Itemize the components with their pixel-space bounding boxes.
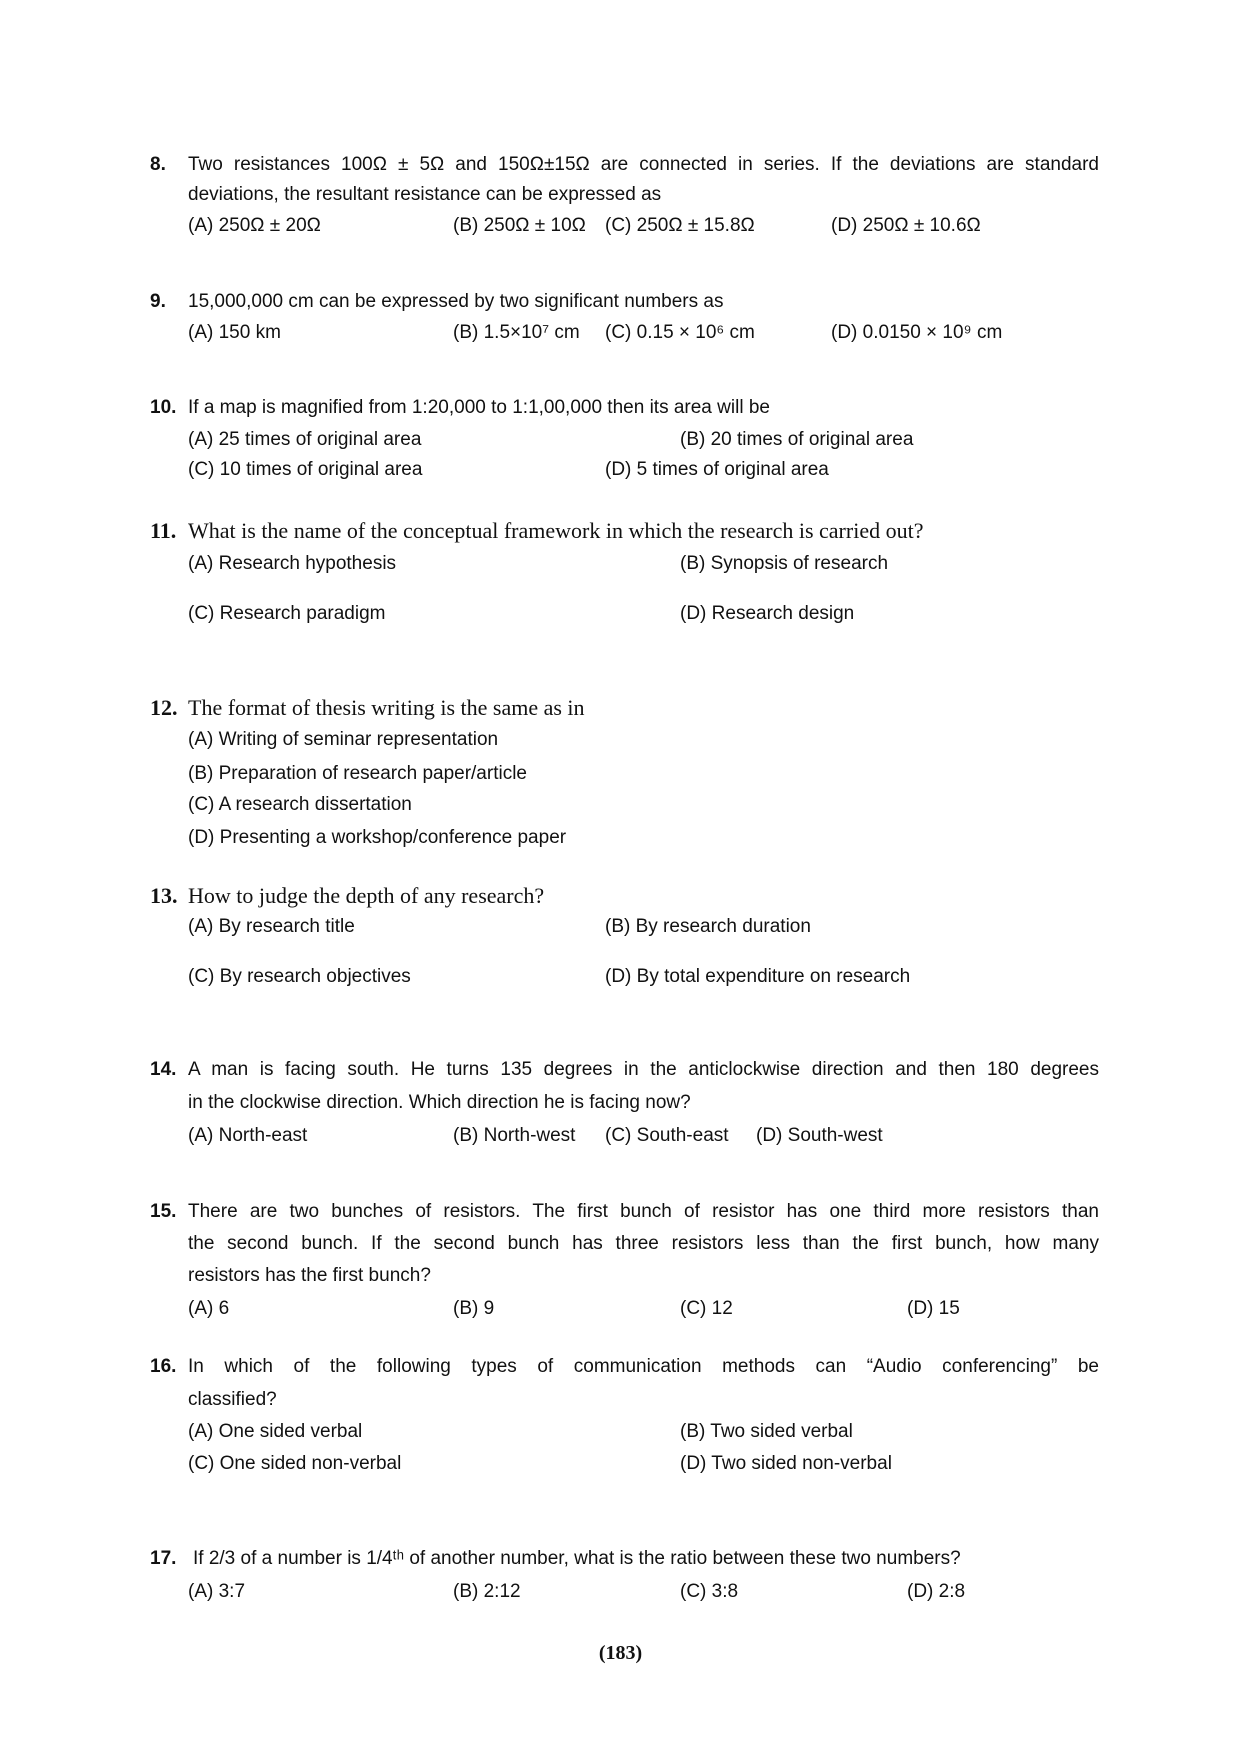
option-a: (A) 6 bbox=[188, 1298, 230, 1319]
option-c: (C) 250Ω ± 15.8Ω bbox=[605, 215, 755, 236]
option-a: (A) Research hypothesis bbox=[188, 553, 397, 574]
option-a: (A) 150 km bbox=[188, 322, 281, 343]
option-d: (D) 250Ω ± 10.6Ω bbox=[831, 215, 981, 236]
question-text: There are two bunches of resistors. The first bunch of resistor has one third more resistors than bbox=[188, 1201, 1099, 1222]
option-d: (D) 0.0150 × 10⁹ cm bbox=[831, 322, 1003, 343]
question-number: 8. bbox=[150, 154, 166, 175]
option-a: (A) North-east bbox=[188, 1125, 308, 1146]
question-number: 14. bbox=[150, 1059, 177, 1080]
option-c: (C) 12 bbox=[680, 1298, 733, 1319]
option-b: (B) 20 times of original area bbox=[680, 429, 914, 450]
option-a: (A) 3:7 bbox=[188, 1581, 246, 1602]
option-a: (A) Writing of seminar representation bbox=[188, 729, 499, 750]
question-number: 16. bbox=[150, 1356, 177, 1377]
option-b: (B) 2:12 bbox=[453, 1581, 521, 1602]
option-d: (D) 2:8 bbox=[907, 1581, 966, 1602]
option-d: (D) 15 bbox=[907, 1298, 960, 1319]
question-number: 10. bbox=[150, 397, 177, 418]
option-c: (C) By research objectives bbox=[188, 966, 411, 987]
option-c: (C) South-east bbox=[605, 1125, 729, 1146]
question-number: 17. bbox=[150, 1548, 177, 1569]
option-c: (C) 3:8 bbox=[680, 1581, 739, 1602]
question-number: 9. bbox=[150, 291, 166, 312]
question-text: In which of the following types of communication methods can “Audio conferencing” be bbox=[188, 1356, 1099, 1377]
option-c: (C) Research paradigm bbox=[188, 603, 386, 624]
question-text: How to judge the depth of any research? bbox=[188, 883, 545, 908]
question-text: in the clockwise direction. Which direction he is facing now? bbox=[188, 1092, 691, 1113]
option-c: (C) 10 times of original area bbox=[188, 459, 423, 480]
option-d: (D) Two sided non-verbal bbox=[680, 1453, 892, 1474]
option-a: (A) One sided verbal bbox=[188, 1421, 363, 1442]
question-number: 15. bbox=[150, 1201, 177, 1222]
option-b: (B) Preparation of research paper/article bbox=[188, 763, 527, 784]
option-b: (B) By research duration bbox=[605, 916, 811, 937]
question-text: deviations, the resultant resistance can be expressed as bbox=[188, 184, 662, 205]
option-b: (B) 1.5×10⁷ cm bbox=[453, 322, 580, 343]
question-number: 12. bbox=[150, 695, 178, 720]
option-b: (B) Synopsis of research bbox=[680, 553, 889, 574]
question-number: 11. bbox=[150, 518, 177, 543]
question-text: A man is facing south. He turns 135 degrees in the anticlockwise direction and then 180 degrees bbox=[188, 1059, 1099, 1080]
option-d: (D) Research design bbox=[680, 603, 855, 624]
question-text: the second bunch. If the second bunch has three resistors less than the first bunch, how many bbox=[188, 1233, 1099, 1254]
option-a: (A) By research title bbox=[188, 916, 355, 937]
option-b: (B) Two sided verbal bbox=[680, 1421, 853, 1442]
option-a: (A) 25 times of original area bbox=[188, 429, 422, 450]
option-b: (B) North-west bbox=[453, 1125, 576, 1146]
question-text: classified? bbox=[188, 1389, 277, 1410]
option-a: (A) 250Ω ± 20Ω bbox=[188, 215, 321, 236]
option-c: (C) One sided non-verbal bbox=[188, 1453, 402, 1474]
question-number: 13. bbox=[150, 883, 178, 908]
option-c: (C) A research dissertation bbox=[188, 794, 412, 815]
option-c: (C) 0.15 × 10⁶ cm bbox=[605, 322, 755, 343]
page-number: (183) bbox=[598, 1642, 643, 1664]
question-text: 15,000,000 cm can be expressed by two significant numbers as bbox=[188, 291, 724, 312]
option-d: (D) 5 times of original area bbox=[605, 459, 829, 480]
question-text: What is the name of the conceptual framework in which the research is carried out? bbox=[188, 518, 924, 543]
question-text: The format of thesis writing is the same as in bbox=[188, 695, 585, 720]
question-text: resistors has the first bunch? bbox=[188, 1265, 431, 1286]
option-d: (D) By total expenditure on research bbox=[605, 966, 911, 987]
question-text: If a map is magnified from 1:20,000 to 1:1,00,000 then its area will be bbox=[188, 397, 770, 418]
option-b: (B) 250Ω ± 10Ω bbox=[453, 215, 586, 236]
question-text: If 2/3 of a number is 1/4ᵗʰ of another number, what is the ratio between these two numbers? bbox=[193, 1548, 961, 1569]
question-text: Two resistances 100Ω ± 5Ω and 150Ω±15Ω are connected in series. If the deviations are standard bbox=[188, 154, 1099, 175]
option-b: (B) 9 bbox=[453, 1298, 495, 1319]
option-d: (D) South-west bbox=[756, 1125, 883, 1146]
option-d: (D) Presenting a workshop/conference paper bbox=[188, 827, 567, 848]
